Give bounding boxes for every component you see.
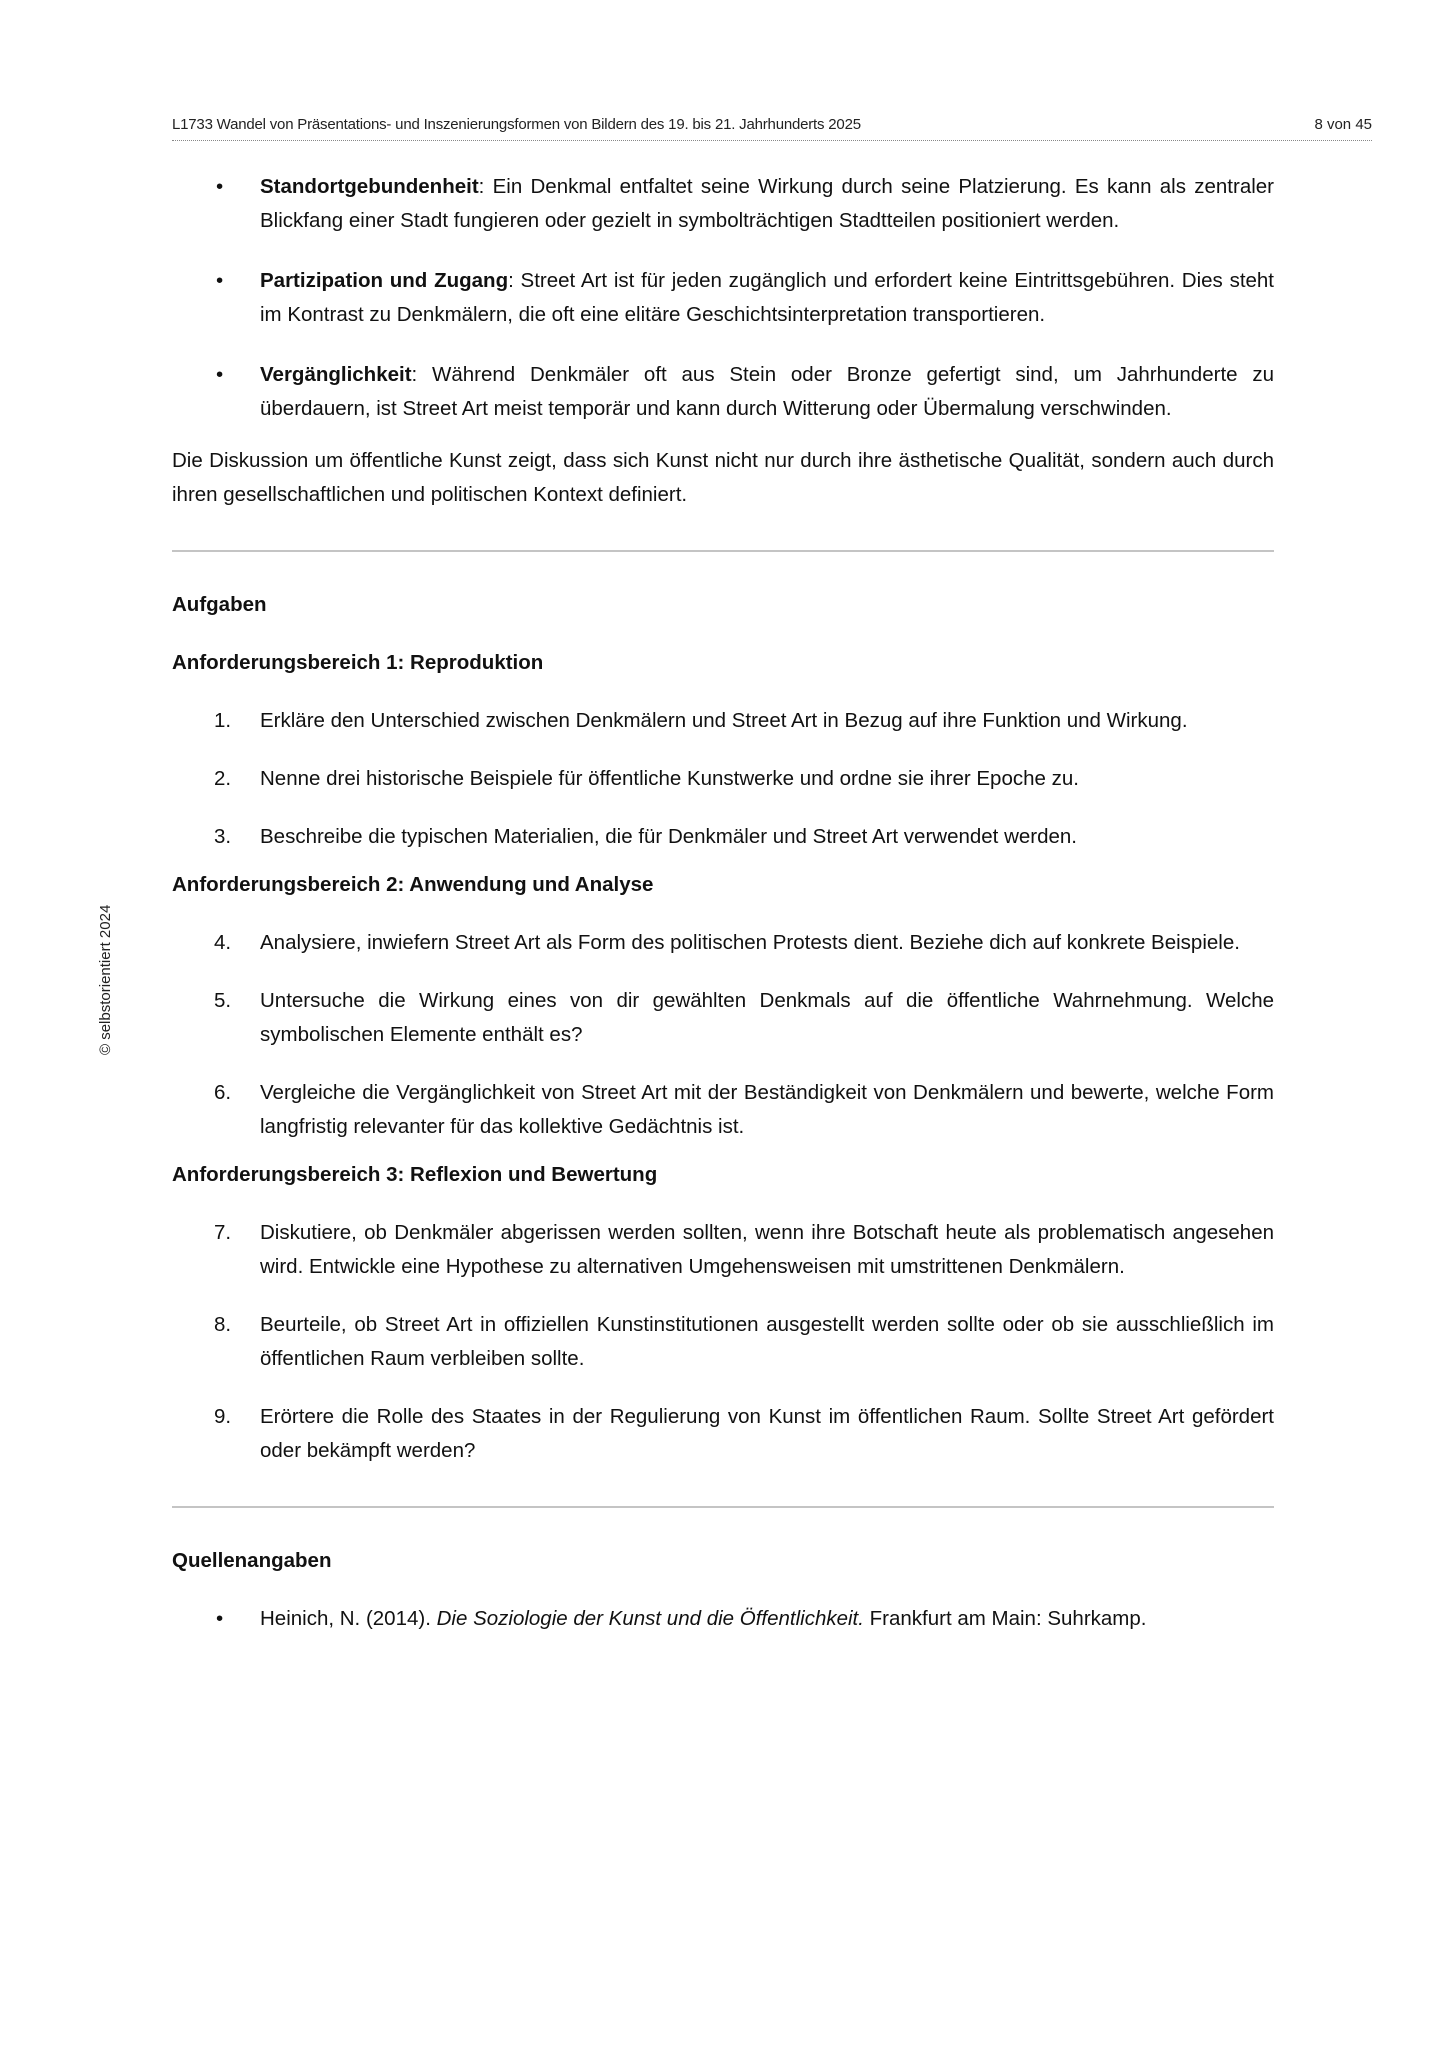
task-item bbox=[172, 1216, 1274, 1284]
bullet-icon: • bbox=[216, 363, 224, 386]
item-number: 4. bbox=[214, 931, 232, 954]
sources-heading: Quellenangaben bbox=[172, 1549, 332, 1572]
item-text: Erörtere die Rolle des Staates in der Regulierung von Kunst im öffentlichen Raum. Sollte Street Art gefördert oder bekämpft werden? bbox=[260, 1405, 1274, 1462]
task-section-3 bbox=[172, 1158, 1274, 1468]
item-text: Erkläre den Unterschied zwischen Denkmälern und Street Art in Bezug auf ihre Funktion und Wirkung. bbox=[260, 709, 1188, 732]
term: Vergänglichkeit bbox=[260, 363, 412, 386]
item-number: 2. bbox=[214, 767, 232, 790]
description: : Während Denkmäler oft aus Stein oder Bronze gefertigt sind, um Jahrhunderte zu überdauern, ist Street Art meist temporär und kann durch Witterung oder Übermalung verschwinden. bbox=[260, 363, 1274, 420]
item-text: Vergleiche die Vergänglichkeit von Street Art mit der Beständigkeit von Denkmälern und bewerte, welche Form langfristig relevanter für das kollektive Gedächtnis ist. bbox=[260, 1081, 1274, 1138]
tasks-heading: Aufgaben bbox=[172, 593, 267, 616]
item-number: 7. bbox=[214, 1221, 232, 1244]
term: Partizipation und Zugang bbox=[260, 269, 509, 292]
item-text: Diskutiere, ob Denkmäler abgerissen werden sollten, wenn ihre Botschaft heute als problematisch angesehen wird. Entwickle eine Hypothese zu alternativen Umgehensweisen mit umstrittenen Denkmälern. bbox=[260, 1221, 1274, 1278]
item-text: Nenne drei historische Beispiele für öffentliche Kunstwerke und ordne sie ihrer Epoche zu. bbox=[260, 767, 1079, 790]
item-text: Untersuche die Wirkung eines von dir gewählten Denkmals auf die öffentliche Wahrnehmung. Welche symbolischen Elemente enthält es? bbox=[260, 989, 1274, 1046]
list-item bbox=[172, 358, 1274, 426]
term: Standortgebundenheit bbox=[260, 175, 479, 198]
task-item bbox=[172, 1076, 1274, 1144]
document-body bbox=[172, 170, 1274, 1662]
item-number: 3. bbox=[214, 825, 232, 848]
item-number: 8. bbox=[214, 1313, 232, 1336]
item-number: 1. bbox=[214, 709, 232, 732]
bullet-icon: • bbox=[216, 175, 224, 198]
source-item bbox=[172, 1602, 1274, 1636]
conclusion-paragraph: Die Diskussion um öffentliche Kunst zeigt, dass sich Kunst nicht nur durch ihre ästhetische Qualität, sondern auch durch ihren gesellschaftlichen und politischen Kontext definiert. bbox=[172, 449, 1274, 506]
item-number: 6. bbox=[214, 1081, 232, 1104]
task-section-2 bbox=[172, 868, 1274, 1144]
task-item bbox=[172, 1400, 1274, 1468]
item-text: Analysiere, inwiefern Street Art als Form des politischen Protests dient. Beziehe dich auf konkrete Beispiele. bbox=[260, 931, 1240, 954]
task-item bbox=[172, 926, 1274, 960]
item-number: 9. bbox=[214, 1405, 232, 1428]
item-text: Beschreibe die typischen Materialien, die für Denkmäler und Street Art verwendet werden. bbox=[260, 825, 1078, 848]
task-item bbox=[172, 984, 1274, 1052]
task-item bbox=[172, 762, 1274, 796]
item-text: Beurteile, ob Street Art in offiziellen Kunstinstitutionen ausgestellt werden sollte oder ob sie ausschließlich im öffentlichen Raum verbleiben sollte. bbox=[260, 1313, 1274, 1370]
task-item bbox=[172, 704, 1274, 738]
task-item bbox=[172, 820, 1274, 854]
section-divider bbox=[172, 550, 1274, 552]
page-header bbox=[172, 114, 1372, 141]
section-title: Anforderungsbereich 1: Reproduktion bbox=[172, 651, 544, 674]
task-section-1 bbox=[172, 646, 1274, 854]
task-item bbox=[172, 1308, 1274, 1376]
document-title: L1733 Wandel von Präsentations- und Inszenierungsformen von Bildern des 19. bis 21. Jahrhunderts 2025 bbox=[172, 116, 861, 133]
feature-list bbox=[172, 170, 1274, 426]
bullet-icon: • bbox=[216, 269, 224, 292]
section-title: Anforderungsbereich 2: Anwendung und Analyse bbox=[172, 873, 654, 896]
section-divider bbox=[172, 1506, 1274, 1508]
section-title: Anforderungsbereich 3: Reflexion und Bewertung bbox=[172, 1163, 658, 1186]
source-publisher: Frankfurt am Main: Suhrkamp. bbox=[863, 1607, 1147, 1630]
copyright-note: © selbstorientiert 2024 bbox=[97, 904, 114, 1055]
source-title: Die Soziologie der Kunst und die Öffentlichkeit. bbox=[436, 1607, 864, 1630]
item-number: 5. bbox=[214, 989, 232, 1012]
page-indicator: 8 von 45 bbox=[1314, 116, 1372, 133]
bullet-icon: • bbox=[216, 1607, 224, 1630]
description: : Ein Denkmal entfaltet seine Wirkung durch seine Platzierung. Es kann als zentraler Blickfang einer Stadt fungieren oder gezielt in symbolträchtigen Stadtteilen positioniert werden. bbox=[260, 175, 1274, 232]
description: : Street Art ist für jeden zugänglich und erfordert keine Eintrittsgebühren. Dies steht im Kontrast zu Denkmälern, die oft eine elitäre Geschichtsinterpretation transportieren. bbox=[260, 269, 1275, 326]
list-item bbox=[172, 170, 1274, 238]
source-author: Heinich, N. (2014). bbox=[260, 1607, 437, 1630]
list-item bbox=[172, 264, 1274, 332]
